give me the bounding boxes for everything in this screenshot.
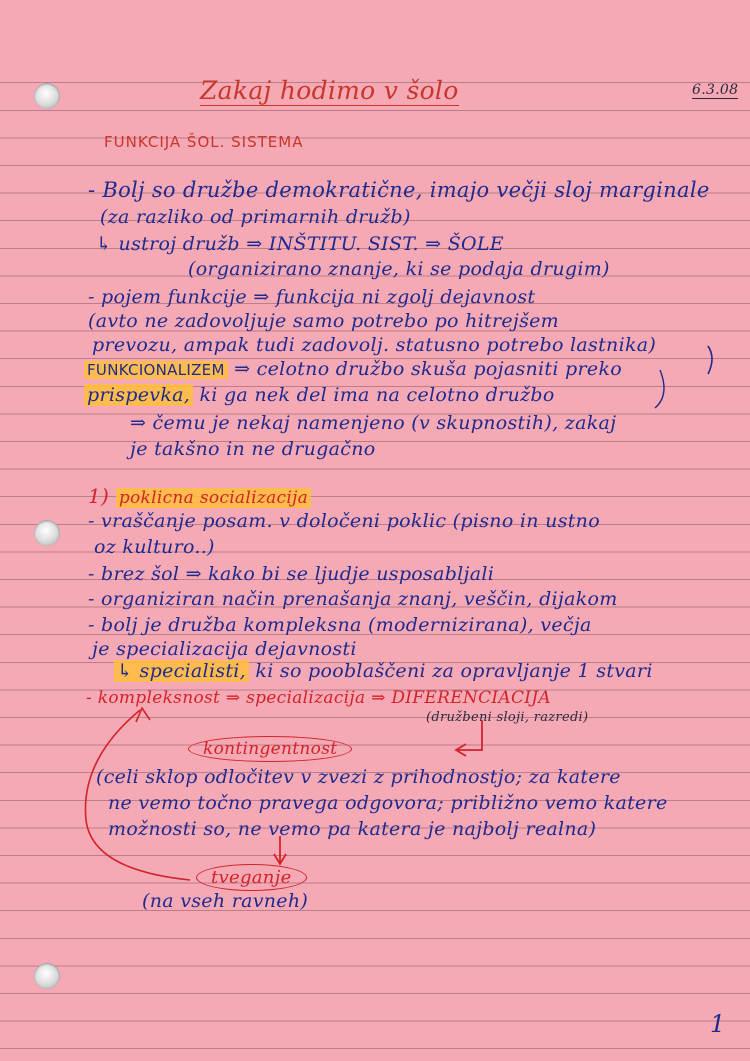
text-line: - kompleksnost ⇒ specializacija ⇒ DIFERENCIACIJA [86,688,551,708]
list-number: 1) [88,484,110,508]
down-left-arrow [458,720,482,750]
text-fragment: ⇒ celotno družbo skuša pojasniti preko [234,358,623,380]
arrowhead [136,708,150,722]
bracket-arrow [708,346,712,374]
text-line: - Bolj so družbe demokratične, imajo večji sloj marginale [88,178,710,202]
text-line: - bolj je družba kompleksna (modernizirana), večja [88,614,592,636]
circled-term: kontingentnost [188,736,352,762]
text-line: (organizirano znanje, ki se podaja drugim) [188,258,610,280]
highlighted-term: poklicna socializacija [116,488,311,508]
text-line: prevozu, ampak tudi zadovolj. statusno potrebo lastnika) [92,334,657,356]
text-line: je specializacija dejavnosti [92,638,357,660]
highlighted-term: FUNKCIONALIZEM [84,361,228,379]
text-line: (družbeni sloji, razredi) [426,710,589,725]
text-line: je takšno in ne drugačno [130,438,376,460]
text-line: - organiziran način prenašanja znanj, veščin, dijakom [88,588,618,610]
text-line: (celi sklop odločitev v zvezi z prihodnostjo; za katere [96,766,621,788]
curve-arrow [655,370,664,408]
text-line: - vraščanje posam. v določeni poklic (pisno in ustno [88,510,600,532]
section-heading: FUNKCIJA ŠOL. SISTEMA [104,133,304,151]
text-line: - brez šol ⇒ kako bi se ljudje usposabljali [88,563,495,585]
highlighted-term: ↳ specialisti, [114,660,249,682]
text-line: (na vseh ravneh) [142,890,309,912]
text-line: - pojem funkcije ⇒ funkcija ni zgolj dejavnost [88,286,536,308]
page-title: Zakaj hodimo v šolo [200,76,459,105]
text-line: (avto ne zadovoljuje samo potrebo po hitrejšem [88,310,559,332]
text-line: ne vemo točno pravega odgovora; približno vemo katere [108,792,668,814]
text-line: (za razliko od primarnih družb) [100,206,411,228]
page-number: 1 [710,1010,726,1038]
text-fragment: ki ga nek del ima na celotno družbo [199,384,555,406]
highlighted-term: prispevka, [84,384,193,406]
circled-term: tveganje [196,864,307,891]
text-line: možnosti so, ne vemo pa katera je najbolj realna) [108,818,597,840]
text-line: ↳ ustroj družb ⇒ INŠTITU. SIST. ⇒ ŠOLE [96,233,504,255]
text-line: ⇒ čemu je nekaj namenjeno (v skupnostih), zakaj [130,412,617,434]
text-fragment: ki so pooblaščeni za opravljanje 1 stvari [255,660,653,682]
date: 6.3.08 [692,82,739,98]
text-line: oz kulturo..) [94,536,215,558]
loop-arrow [85,710,190,880]
